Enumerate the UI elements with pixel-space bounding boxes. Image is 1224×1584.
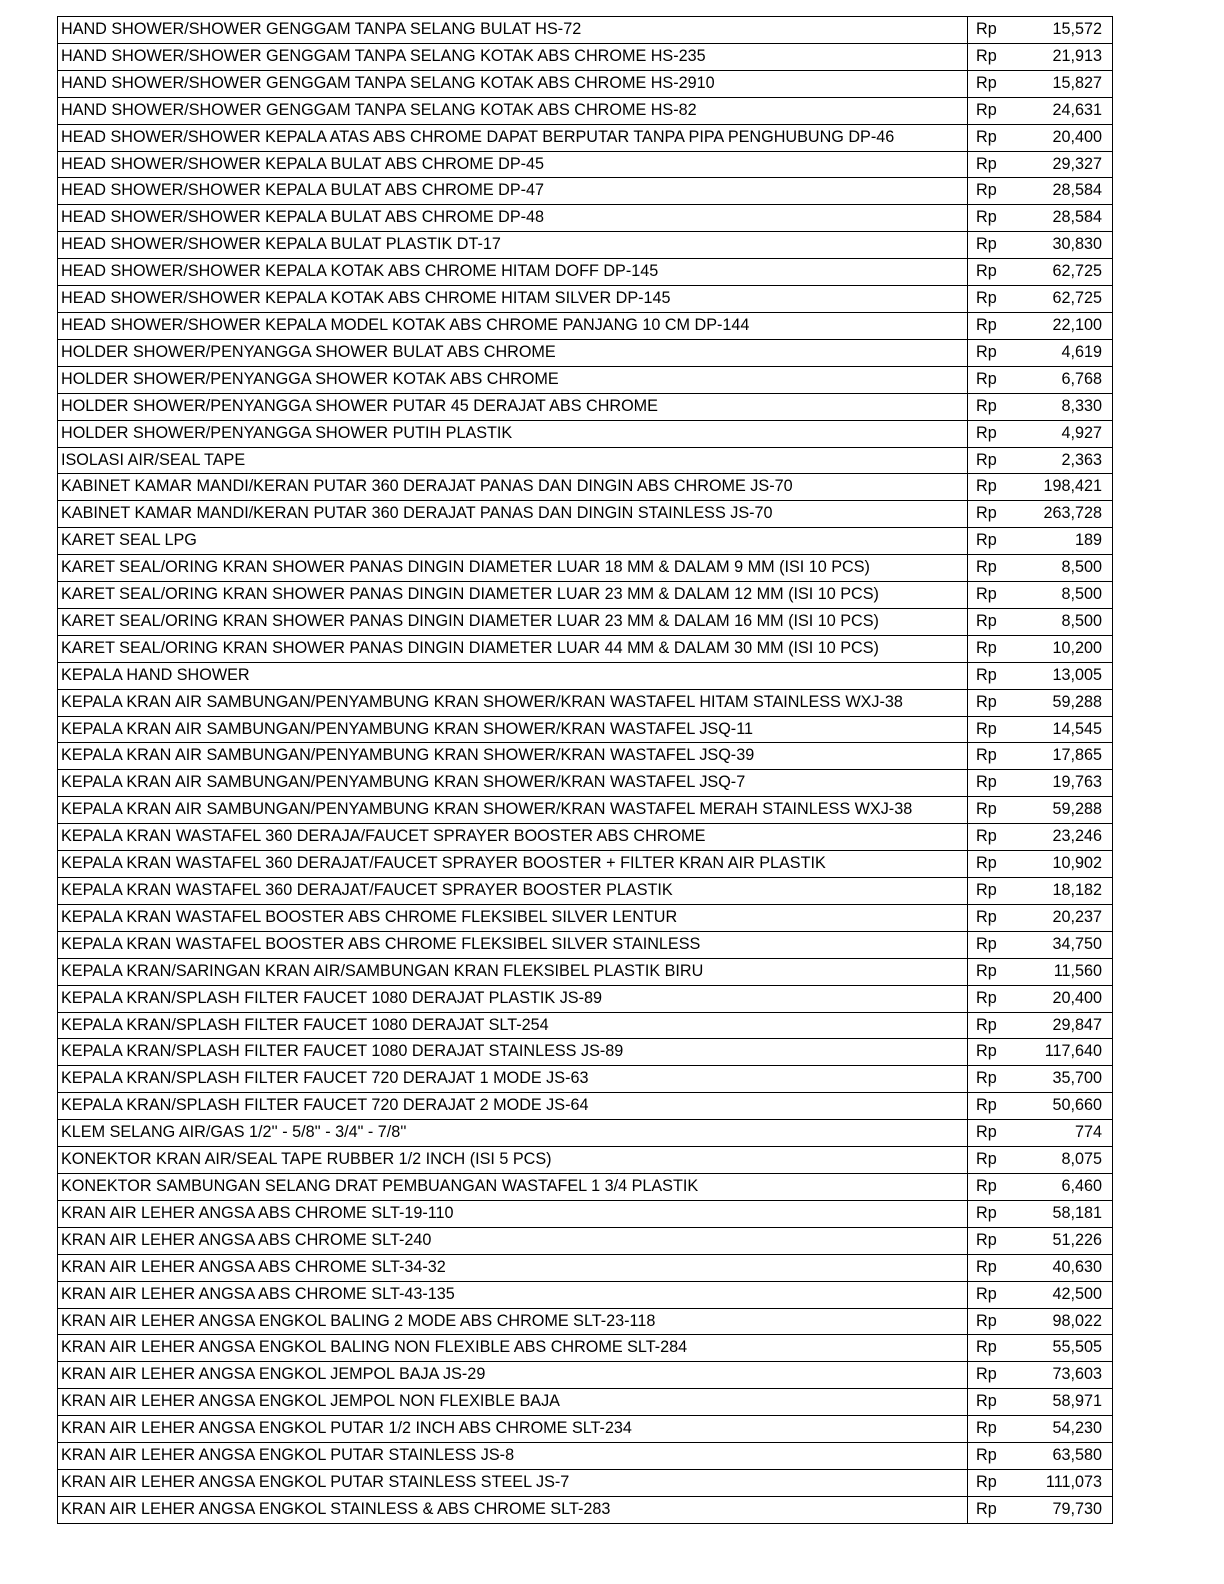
price-cell: 35,700 [1040,1066,1113,1093]
price-cell: 21,913 [1040,43,1113,70]
currency-cell: Rp [968,1066,1041,1093]
product-name-cell: KRAN AIR LEHER ANGSA ENGKOL PUTAR STAINLESS JS-8 [58,1443,968,1470]
price-cell: 15,827 [1040,70,1113,97]
price-cell: 198,421 [1040,474,1113,501]
product-name-cell: KABINET KAMAR MANDI/KERAN PUTAR 360 DERAJAT PANAS DAN DINGIN ABS CHROME JS-70 [58,474,968,501]
currency-cell: Rp [968,312,1041,339]
table-row [58,555,1113,582]
price-cell: 4,619 [1040,339,1113,366]
product-name-cell: KEPALA KRAN AIR SAMBUNGAN/PENYAMBUNG KRAN SHOWER/KRAN WASTAFEL JSQ-11 [58,716,968,743]
currency-cell: Rp [968,1200,1041,1227]
table-row [58,528,1113,555]
table-row [58,1173,1113,1200]
table-row [58,1254,1113,1281]
product-name-cell: HOLDER SHOWER/PENYANGGA SHOWER PUTAR 45 DERAJAT ABS CHROME [58,393,968,420]
currency-cell: Rp [968,635,1041,662]
table-row [58,286,1113,313]
table-row [58,824,1113,851]
currency-cell: Rp [968,555,1041,582]
product-name-cell: KARET SEAL/ORING KRAN SHOWER PANAS DINGIN DIAMETER LUAR 23 MM & DALAM 16 MM (ISI 10 PCS) [58,608,968,635]
currency-cell: Rp [968,1469,1041,1496]
price-cell: 18,182 [1040,878,1113,905]
currency-cell: Rp [968,1227,1041,1254]
product-name-cell: KEPALA KRAN AIR SAMBUNGAN/PENYAMBUNG KRAN SHOWER/KRAN WASTAFEL HITAM STAINLESS WXJ-38 [58,689,968,716]
price-cell: 14,545 [1040,716,1113,743]
currency-cell: Rp [968,393,1041,420]
price-cell: 6,460 [1040,1173,1113,1200]
currency-cell: Rp [968,178,1041,205]
table-row [58,1416,1113,1443]
table-row [58,339,1113,366]
product-name-cell: KEPALA KRAN/SPLASH FILTER FAUCET 1080 DERAJAT STAINLESS JS-89 [58,1039,968,1066]
price-cell: 8,500 [1040,608,1113,635]
price-cell: 20,400 [1040,124,1113,151]
currency-cell: Rp [968,124,1041,151]
product-name-cell: KRAN AIR LEHER ANGSA ABS CHROME SLT-43-135 [58,1281,968,1308]
table-row [58,1443,1113,1470]
table-row [58,1039,1113,1066]
currency-cell: Rp [968,985,1041,1012]
product-name-cell: KEPALA KRAN WASTAFEL 360 DERAJA/FAUCET SPRAYER BOOSTER ABS CHROME [58,824,968,851]
table-row [58,1200,1113,1227]
currency-cell: Rp [968,878,1041,905]
price-cell: 63,580 [1040,1443,1113,1470]
currency-cell: Rp [968,1254,1041,1281]
price-cell: 4,927 [1040,420,1113,447]
currency-cell: Rp [968,1362,1041,1389]
table-row [58,878,1113,905]
currency-cell: Rp [968,151,1041,178]
product-name-cell: HAND SHOWER/SHOWER GENGGAM TANPA SELANG KOTAK ABS CHROME HS-82 [58,97,968,124]
price-cell: 8,330 [1040,393,1113,420]
currency-cell: Rp [968,1012,1041,1039]
product-name-cell: KEPALA KRAN WASTAFEL BOOSTER ABS CHROME FLEKSIBEL SILVER STAINLESS [58,931,968,958]
price-cell: 6,768 [1040,366,1113,393]
currency-cell: Rp [968,824,1041,851]
product-name-cell: HAND SHOWER/SHOWER GENGGAM TANPA SELANG BULAT HS-72 [58,17,968,44]
product-name-cell: KRAN AIR LEHER ANGSA ABS CHROME SLT-19-110 [58,1200,968,1227]
product-name-cell: KRAN AIR LEHER ANGSA ENGKOL BALING NON FLEXIBLE ABS CHROME SLT-284 [58,1335,968,1362]
currency-cell: Rp [968,716,1041,743]
table-row [58,70,1113,97]
product-name-cell: HEAD SHOWER/SHOWER KEPALA MODEL KOTAK ABS CHROME PANJANG 10 CM DP-144 [58,312,968,339]
table-row [58,985,1113,1012]
price-cell: 28,584 [1040,178,1113,205]
currency-cell: Rp [968,474,1041,501]
table-row [58,743,1113,770]
product-name-cell: KONEKTOR KRAN AIR/SEAL TAPE RUBBER 1/2 INCH (ISI 5 PCS) [58,1147,968,1174]
currency-cell: Rp [968,1093,1041,1120]
currency-cell: Rp [968,931,1041,958]
price-cell: 58,181 [1040,1200,1113,1227]
price-cell: 774 [1040,1120,1113,1147]
product-name-cell: KARET SEAL/ORING KRAN SHOWER PANAS DINGIN DIAMETER LUAR 18 MM & DALAM 9 MM (ISI 10 PCS) [58,555,968,582]
currency-cell: Rp [968,1496,1041,1523]
product-name-cell: KARET SEAL/ORING KRAN SHOWER PANAS DINGIN DIAMETER LUAR 23 MM & DALAM 12 MM (ISI 10 PCS) [58,582,968,609]
table-row [58,1469,1113,1496]
price-cell: 17,865 [1040,743,1113,770]
table-row [58,1120,1113,1147]
product-name-cell: KABINET KAMAR MANDI/KERAN PUTAR 360 DERAJAT PANAS DAN DINGIN STAINLESS JS-70 [58,501,968,528]
table-row [58,662,1113,689]
price-cell: 29,327 [1040,151,1113,178]
product-name-cell: KRAN AIR LEHER ANGSA ENGKOL JEMPOL BAJA JS-29 [58,1362,968,1389]
currency-cell: Rp [968,662,1041,689]
currency-cell: Rp [968,528,1041,555]
product-name-cell: KEPALA KRAN WASTAFEL BOOSTER ABS CHROME FLEKSIBEL SILVER LENTUR [58,904,968,931]
price-cell: 189 [1040,528,1113,555]
currency-cell: Rp [968,501,1041,528]
currency-cell: Rp [968,608,1041,635]
currency-cell: Rp [968,97,1041,124]
product-name-cell: HEAD SHOWER/SHOWER KEPALA BULAT PLASTIK DT-17 [58,232,968,259]
table-row [58,1147,1113,1174]
currency-cell: Rp [968,1173,1041,1200]
currency-cell: Rp [968,420,1041,447]
product-name-cell: HAND SHOWER/SHOWER GENGGAM TANPA SELANG KOTAK ABS CHROME HS-235 [58,43,968,70]
price-cell: 10,200 [1040,635,1113,662]
table-row [58,1496,1113,1523]
product-name-cell: KARET SEAL LPG [58,528,968,555]
table-row [58,447,1113,474]
table-row [58,17,1113,44]
price-cell: 62,725 [1040,259,1113,286]
currency-cell: Rp [968,1416,1041,1443]
price-cell: 117,640 [1040,1039,1113,1066]
table-row [58,582,1113,609]
product-name-cell: KONEKTOR SAMBUNGAN SELANG DRAT PEMBUANGAN WASTAFEL 1 3/4 PLASTIK [58,1173,968,1200]
product-name-cell: ISOLASI AIR/SEAL TAPE [58,447,968,474]
price-cell: 8,500 [1040,555,1113,582]
product-name-cell: HEAD SHOWER/SHOWER KEPALA KOTAK ABS CHROME HITAM DOFF DP-145 [58,259,968,286]
currency-cell: Rp [968,232,1041,259]
currency-cell: Rp [968,1443,1041,1470]
product-name-cell: KEPALA KRAN/SARINGAN KRAN AIR/SAMBUNGAN KRAN FLEKSIBEL PLASTIK BIRU [58,958,968,985]
price-cell: 28,584 [1040,205,1113,232]
table-row [58,931,1113,958]
currency-cell: Rp [968,1308,1041,1335]
product-name-cell: KRAN AIR LEHER ANGSA ABS CHROME SLT-34-32 [58,1254,968,1281]
price-cell: 40,630 [1040,1254,1113,1281]
product-name-cell: KRAN AIR LEHER ANGSA ENGKOL BALING 2 MODE ABS CHROME SLT-23-118 [58,1308,968,1335]
currency-cell: Rp [968,43,1041,70]
table-row [58,259,1113,286]
product-name-cell: KEPALA KRAN AIR SAMBUNGAN/PENYAMBUNG KRAN SHOWER/KRAN WASTAFEL MERAH STAINLESS WXJ-38 [58,797,968,824]
table-row [58,904,1113,931]
product-name-cell: KRAN AIR LEHER ANGSA ENGKOL JEMPOL NON FLEXIBLE BAJA [58,1389,968,1416]
price-cell: 54,230 [1040,1416,1113,1443]
table-row [58,97,1113,124]
currency-cell: Rp [968,904,1041,931]
price-list-sheet [57,16,1113,1524]
price-cell: 59,288 [1040,797,1113,824]
price-cell: 62,725 [1040,286,1113,313]
table-row [58,43,1113,70]
price-cell: 23,246 [1040,824,1113,851]
product-name-cell: KEPALA KRAN/SPLASH FILTER FAUCET 1080 DERAJAT PLASTIK JS-89 [58,985,968,1012]
product-name-cell: HAND SHOWER/SHOWER GENGGAM TANPA SELANG KOTAK ABS CHROME HS-2910 [58,70,968,97]
currency-cell: Rp [968,1335,1041,1362]
currency-cell: Rp [968,743,1041,770]
product-name-cell: KRAN AIR LEHER ANGSA ENGKOL STAINLESS & ABS CHROME SLT-283 [58,1496,968,1523]
product-name-cell: KEPALA KRAN WASTAFEL 360 DERAJAT/FAUCET SPRAYER BOOSTER + FILTER KRAN AIR PLASTIK [58,851,968,878]
price-cell: 79,730 [1040,1496,1113,1523]
table-row [58,958,1113,985]
currency-cell: Rp [968,339,1041,366]
table-row [58,689,1113,716]
table-row [58,1308,1113,1335]
product-name-cell: HEAD SHOWER/SHOWER KEPALA BULAT ABS CHROME DP-47 [58,178,968,205]
price-table-body [58,17,1113,1524]
table-row [58,1227,1113,1254]
product-name-cell: KEPALA KRAN/SPLASH FILTER FAUCET 1080 DERAJAT SLT-254 [58,1012,968,1039]
product-name-cell: KEPALA KRAN/SPLASH FILTER FAUCET 720 DERAJAT 2 MODE JS-64 [58,1093,968,1120]
price-cell: 34,750 [1040,931,1113,958]
price-cell: 19,763 [1040,770,1113,797]
price-cell: 20,237 [1040,904,1113,931]
table-row [58,1389,1113,1416]
table-row [58,716,1113,743]
currency-cell: Rp [968,70,1041,97]
price-cell: 55,505 [1040,1335,1113,1362]
currency-cell: Rp [968,797,1041,824]
price-cell: 10,902 [1040,851,1113,878]
price-cell: 8,500 [1040,582,1113,609]
product-name-cell: HEAD SHOWER/SHOWER KEPALA KOTAK ABS CHROME HITAM SILVER DP-145 [58,286,968,313]
price-table [57,16,1113,1524]
table-row [58,366,1113,393]
price-cell: 22,100 [1040,312,1113,339]
product-name-cell: KEPALA KRAN AIR SAMBUNGAN/PENYAMBUNG KRAN SHOWER/KRAN WASTAFEL JSQ-39 [58,743,968,770]
currency-cell: Rp [968,447,1041,474]
currency-cell: Rp [968,205,1041,232]
currency-cell: Rp [968,259,1041,286]
product-name-cell: KEPALA HAND SHOWER [58,662,968,689]
table-row [58,178,1113,205]
product-name-cell: KLEM SELANG AIR/GAS 1/2'' - 5/8'' - 3/4" - 7/8'' [58,1120,968,1147]
currency-cell: Rp [968,17,1041,44]
currency-cell: Rp [968,958,1041,985]
table-row [58,1281,1113,1308]
currency-cell: Rp [968,689,1041,716]
table-row [58,124,1113,151]
price-cell: 51,226 [1040,1227,1113,1254]
table-row [58,151,1113,178]
table-row [58,232,1113,259]
currency-cell: Rp [968,366,1041,393]
product-name-cell: KRAN AIR LEHER ANGSA ABS CHROME SLT-240 [58,1227,968,1254]
product-name-cell: KEPALA KRAN AIR SAMBUNGAN/PENYAMBUNG KRAN SHOWER/KRAN WASTAFEL JSQ-7 [58,770,968,797]
table-row [58,1066,1113,1093]
table-row [58,393,1113,420]
table-row [58,797,1113,824]
currency-cell: Rp [968,851,1041,878]
product-name-cell: HEAD SHOWER/SHOWER KEPALA ATAS ABS CHROME DAPAT BERPUTAR TANPA PIPA PENGHUBUNG DP-46 [58,124,968,151]
price-cell: 42,500 [1040,1281,1113,1308]
price-cell: 73,603 [1040,1362,1113,1389]
price-cell: 15,572 [1040,17,1113,44]
product-name-cell: HOLDER SHOWER/PENYANGGA SHOWER BULAT ABS CHROME [58,339,968,366]
price-cell: 263,728 [1040,501,1113,528]
price-cell: 2,363 [1040,447,1113,474]
price-cell: 20,400 [1040,985,1113,1012]
table-row [58,635,1113,662]
price-cell: 50,660 [1040,1093,1113,1120]
price-cell: 58,971 [1040,1389,1113,1416]
table-row [58,1012,1113,1039]
product-name-cell: KARET SEAL/ORING KRAN SHOWER PANAS DINGIN DIAMETER LUAR 44 MM & DALAM 30 MM (ISI 10 PCS) [58,635,968,662]
currency-cell: Rp [968,1281,1041,1308]
product-name-cell: HEAD SHOWER/SHOWER KEPALA BULAT ABS CHROME DP-48 [58,205,968,232]
table-row [58,312,1113,339]
price-cell: 11,560 [1040,958,1113,985]
table-row [58,770,1113,797]
table-row [58,205,1113,232]
product-name-cell: HOLDER SHOWER/PENYANGGA SHOWER KOTAK ABS CHROME [58,366,968,393]
price-cell: 13,005 [1040,662,1113,689]
currency-cell: Rp [968,1120,1041,1147]
currency-cell: Rp [968,770,1041,797]
currency-cell: Rp [968,1039,1041,1066]
product-name-cell: HOLDER SHOWER/PENYANGGA SHOWER PUTIH PLASTIK [58,420,968,447]
table-row [58,474,1113,501]
product-name-cell: KEPALA KRAN/SPLASH FILTER FAUCET 720 DERAJAT 1 MODE JS-63 [58,1066,968,1093]
product-name-cell: KRAN AIR LEHER ANGSA ENGKOL PUTAR 1/2 INCH ABS CHROME SLT-234 [58,1416,968,1443]
price-cell: 98,022 [1040,1308,1113,1335]
currency-cell: Rp [968,286,1041,313]
price-cell: 29,847 [1040,1012,1113,1039]
table-row [58,420,1113,447]
table-row [58,851,1113,878]
price-cell: 59,288 [1040,689,1113,716]
price-cell: 8,075 [1040,1147,1113,1174]
price-cell: 24,631 [1040,97,1113,124]
product-name-cell: HEAD SHOWER/SHOWER KEPALA BULAT ABS CHROME DP-45 [58,151,968,178]
table-row [58,1335,1113,1362]
currency-cell: Rp [968,582,1041,609]
price-cell: 111,073 [1040,1469,1113,1496]
currency-cell: Rp [968,1147,1041,1174]
price-cell: 30,830 [1040,232,1113,259]
product-name-cell: KEPALA KRAN WASTAFEL 360 DERAJAT/FAUCET SPRAYER BOOSTER PLASTIK [58,878,968,905]
currency-cell: Rp [968,1389,1041,1416]
table-row [58,608,1113,635]
table-row [58,1362,1113,1389]
table-row [58,501,1113,528]
product-name-cell: KRAN AIR LEHER ANGSA ENGKOL PUTAR STAINLESS STEEL JS-7 [58,1469,968,1496]
table-row [58,1093,1113,1120]
